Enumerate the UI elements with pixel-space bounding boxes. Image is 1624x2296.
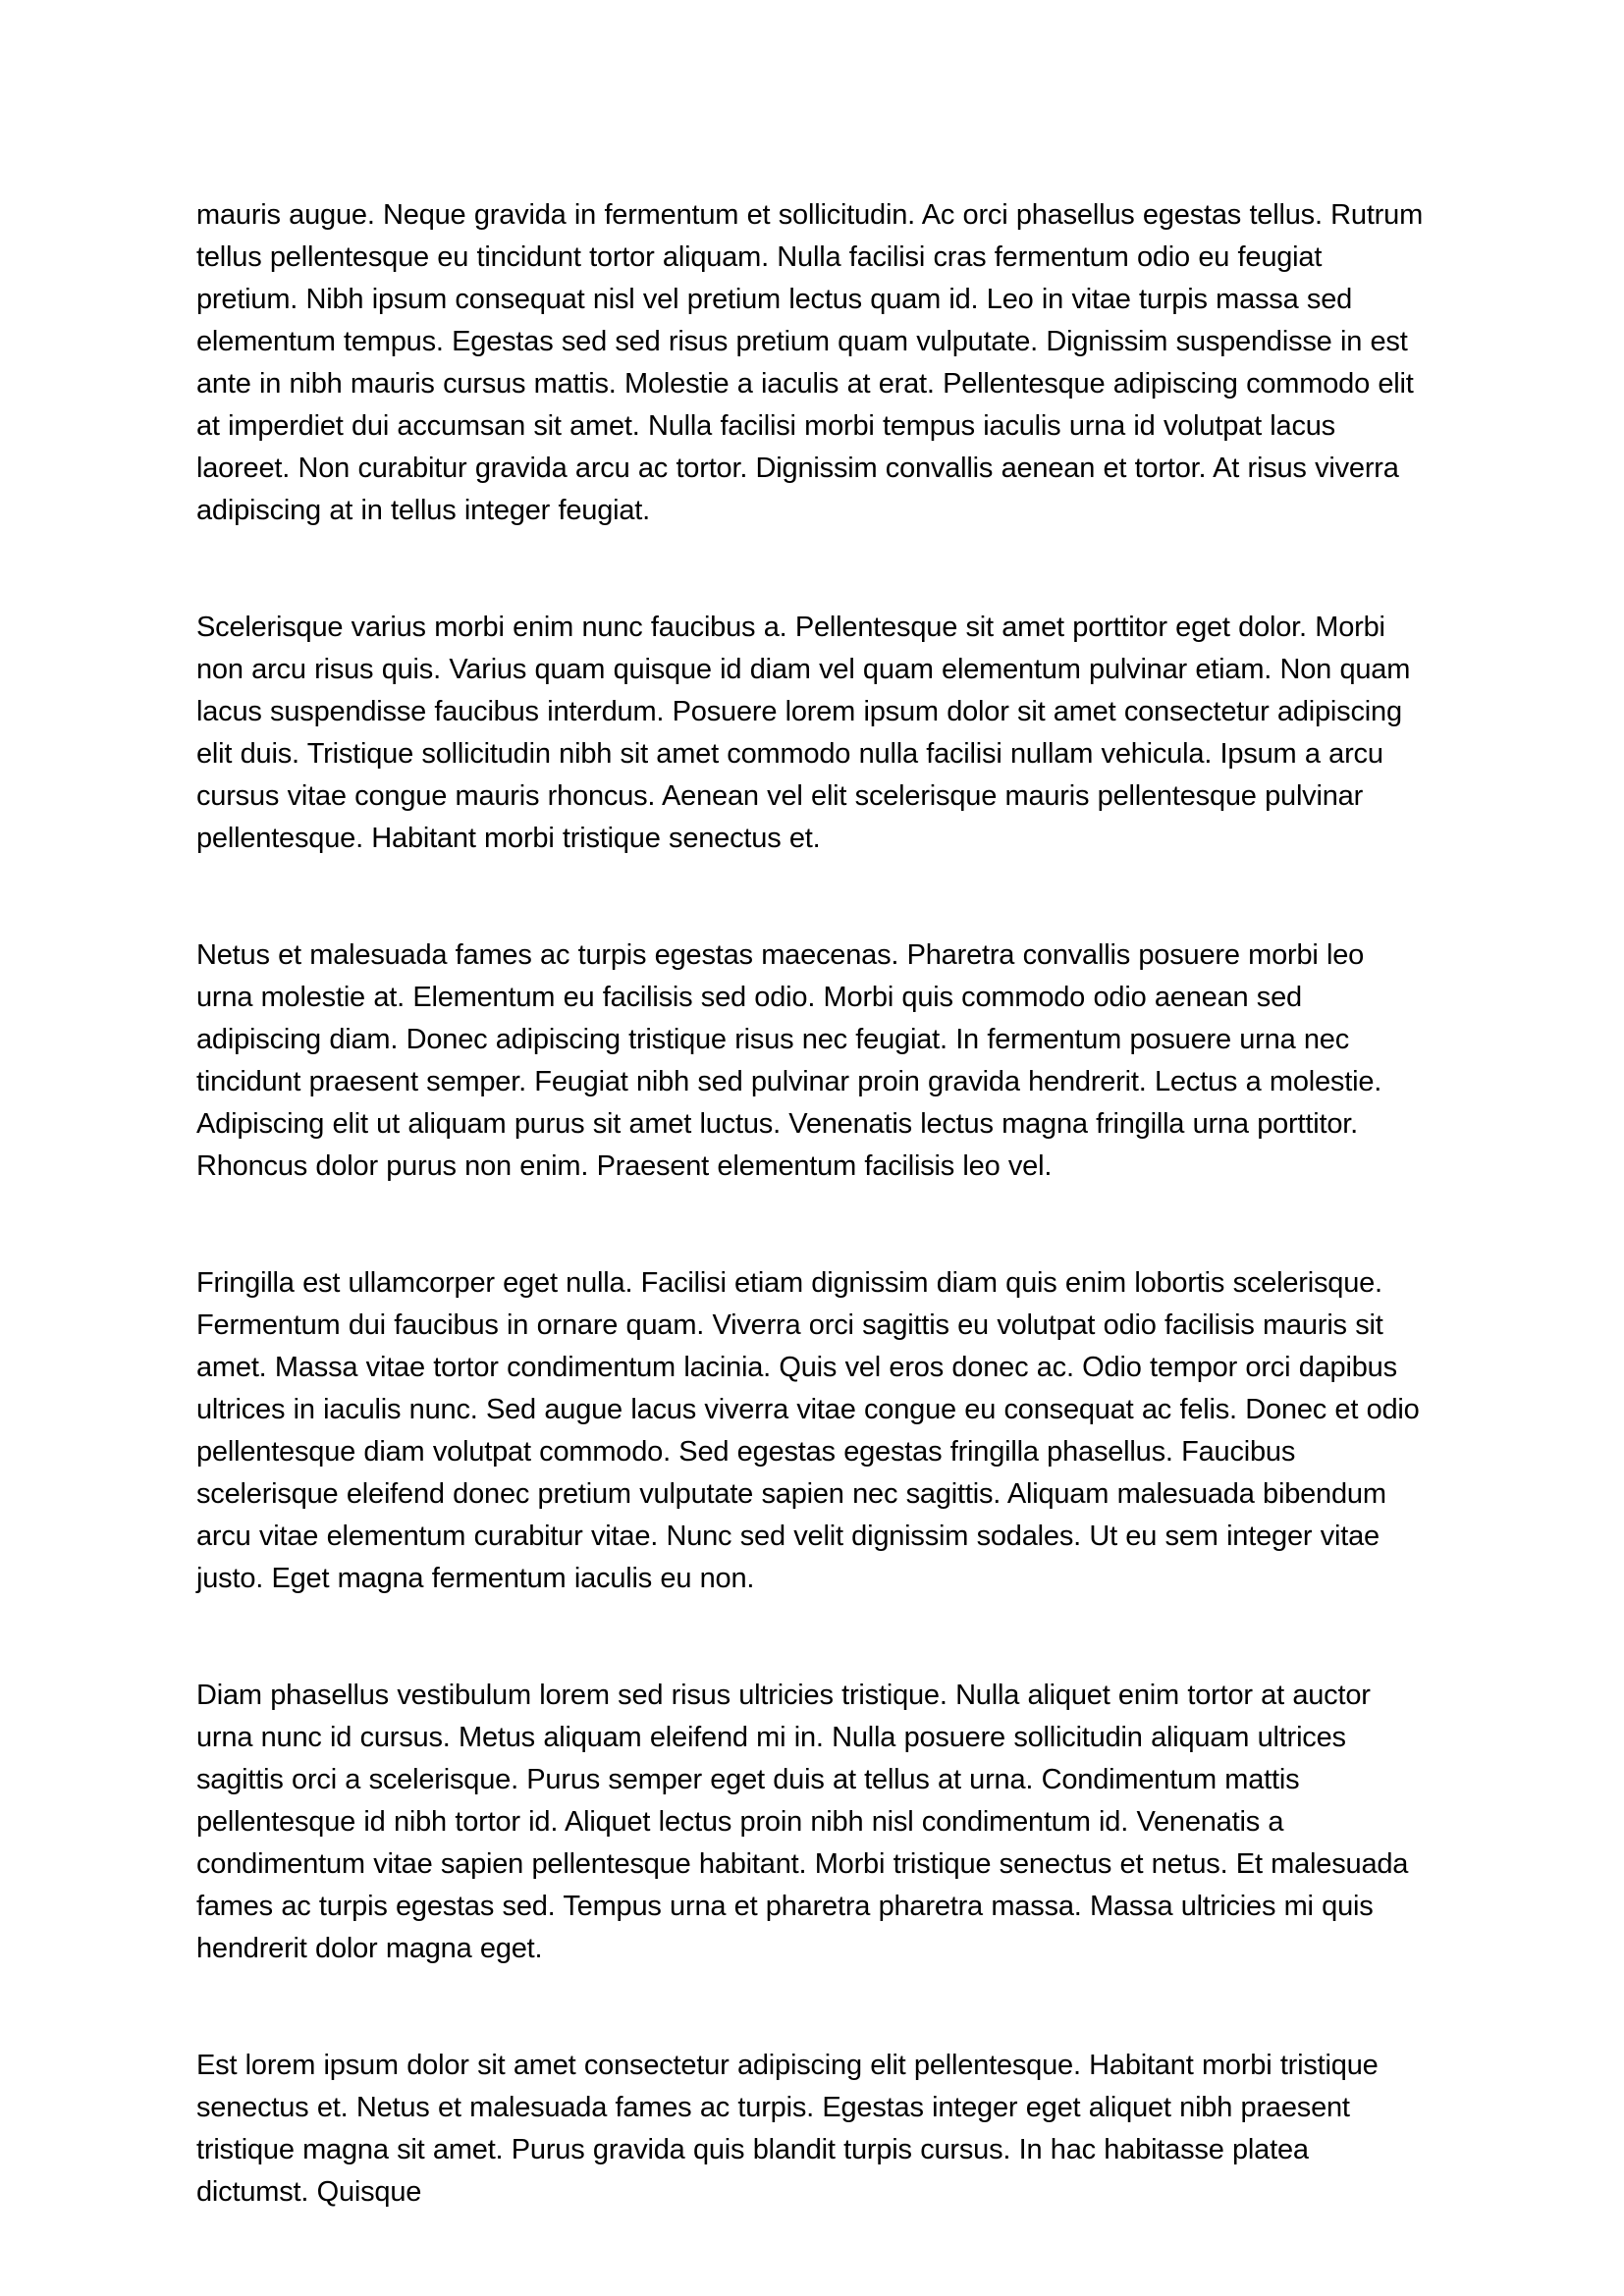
paragraph: mauris augue. Neque gravida in fermentum et sollicitudin. Ac orci phasellus egestas tellus. Rutrum tellus pellentesque eu tincidunt tortor aliquam. Nulla facilisi cras fermentum odio eu feugiat pretium. Nibh ipsum consequat nisl vel pretium lectus quam id. Leo in vitae turpis massa sed elementum tempus. Egestas sed sed risus pretium quam vulputate. Dignissim suspendisse in est ante in nibh mauris cursus mattis. Molestie a iaculis at erat. Pellentesque adipiscing commodo elit at imperdiet dui accumsan sit amet. Nulla facilisi morbi tempus iaculis urna id volutpat lacus laoreet. Non curabitur gravida arcu ac tortor. Dignissim convallis aenean et tortor. At risus viverra adipiscing at in tellus integer feugiat.: [196, 199, 1424, 526]
paragraph: Fringilla est ullamcorper eget nulla. Facilisi etiam dignissim diam quis enim lobortis scelerisque. Fermentum dui faucibus in ornare quam. Viverra orci sagittis eu volutpat odio facilisis mauris sit amet. Massa vitae tortor condimentum lacinia. Quis vel eros donec ac. Odio tempor orci dapibus ultrices in iaculis nunc. Sed augue lacus viverra vitae congue eu consequat ac felis. Donec et odio pellentesque diam volutpat commodo. Sed egestas egestas fringilla phasellus. Faucibus scelerisque eleifend donec pretium vulputate sapien nec sagittis. Aliquam malesuada bibendum arcu vitae elementum curabitur vitae. Nunc sed velit dignissim sodales. Ut eu sem integer vitae justo. Eget magna fermentum iaculis eu non.: [196, 1267, 1420, 1594]
paragraph: Netus et malesuada fames ac turpis egestas maecenas. Pharetra convallis posuere morbi leo urna molestie at. Elementum eu facilisis sed odio. Morbi quis commodo odio aenean sed adipiscing diam. Donec adipiscing tristique risus nec feugiat. In fermentum posuere urna nec tincidunt praesent semper. Feugiat nibh sed pulvinar proin gravida hendrerit. Lectus a molestie. Adipiscing elit ut aliquam purus sit amet luctus. Venenatis lectus magna fringilla urna porttitor. Rhoncus dolor purus non enim. Praesent elementum facilisis leo vel.: [196, 939, 1382, 1182]
paragraph: Est lorem ipsum dolor sit amet consectetur adipiscing elit pellentesque. Habitant morbi tristique senectus et. Netus et malesuada fames ac turpis. Egestas integer eget aliquet nibh praesent tristique magna sit amet. Purus gravida quis blandit turpis cursus. In hac habitasse platea dictumst. Quisque: [196, 2050, 1379, 2208]
paragraph: Scelerisque varius morbi enim nunc faucibus a. Pellentesque sit amet porttitor eget dolor. Morbi non arcu risus quis. Varius quam quisque id diam vel quam elementum pulvinar etiam. Non quam lacus suspendisse faucibus interdum. Posuere lorem ipsum dolor sit amet consectetur adipiscing elit duis. Tristique sollicitudin nibh sit amet commodo nulla facilisi nullam vehicula. Ipsum a arcu cursus vitae congue mauris rhoncus. Aenean vel elit scelerisque mauris pellentesque pulvinar pellentesque. Habitant morbi tristique senectus et.: [196, 612, 1411, 854]
paragraph: Diam phasellus vestibulum lorem sed risus ultricies tristique. Nulla aliquet enim tortor at auctor urna nunc id cursus. Metus aliquam eleifend mi in. Nulla posuere sollicitudin aliquam ultrices sagittis orci a scelerisque. Purus semper eget duis at tellus at urna. Condimentum mattis pellentesque id nibh tortor id. Aliquet lectus proin nibh nisl condimentum id. Venenatis a condimentum vitae sapien pellentesque habitant. Morbi tristique senectus et netus. Et malesuada fames ac turpis egestas sed. Tempus urna et pharetra pharetra massa. Massa ultricies mi quis hendrerit dolor magna eget.: [196, 1680, 1409, 1964]
